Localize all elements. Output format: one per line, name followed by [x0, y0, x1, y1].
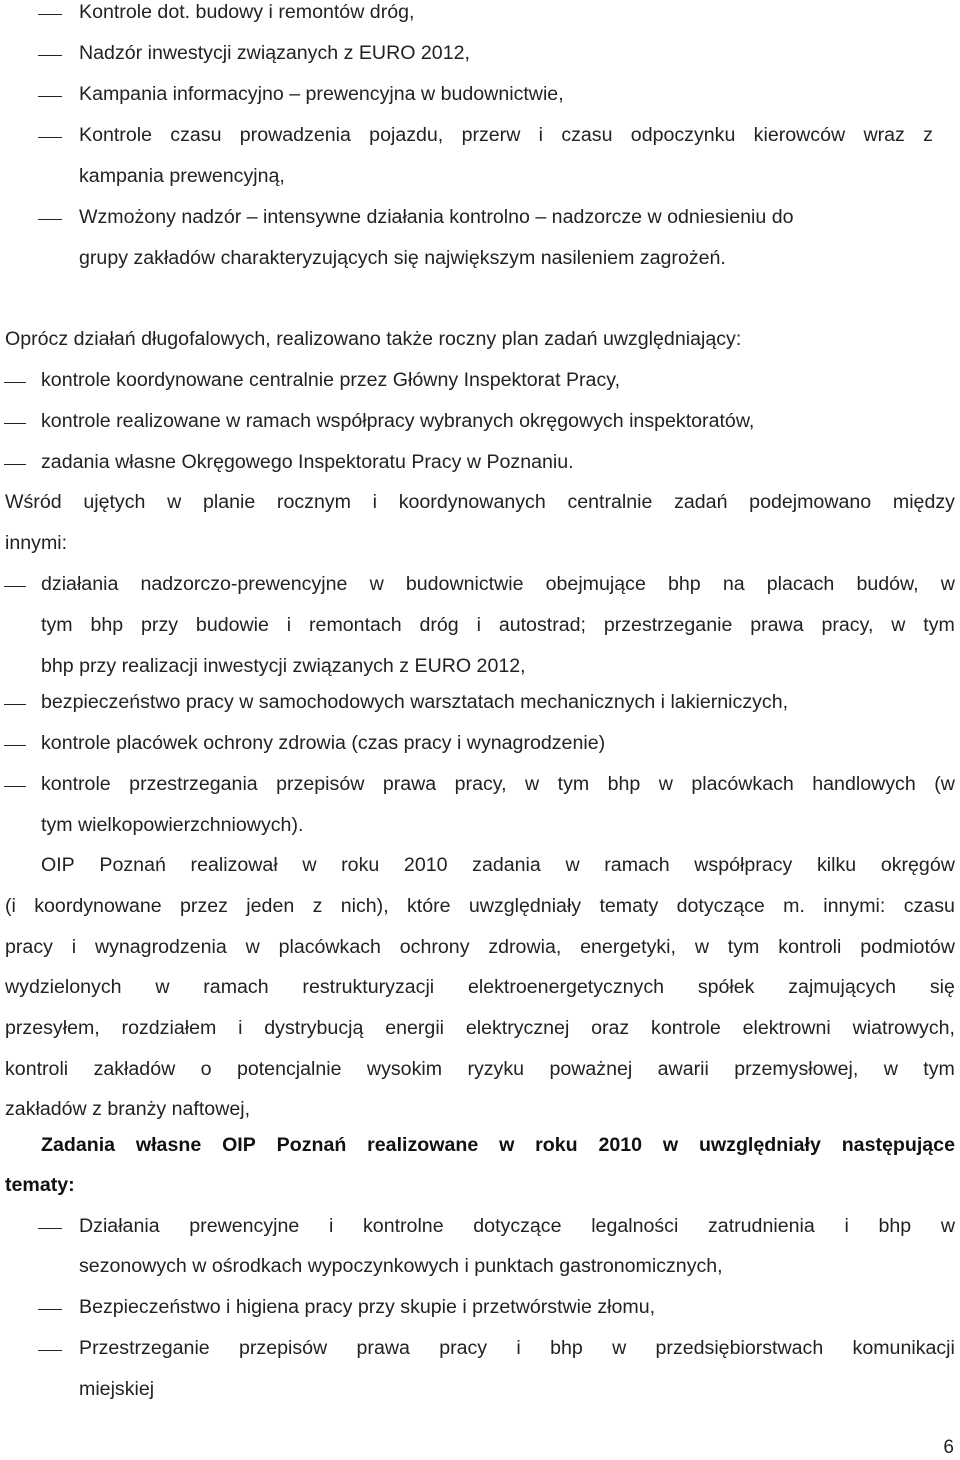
list-dash	[38, 14, 62, 15]
list-item-line: Przestrzeganie przepisów prawa pracy i bhp w przedsiębiorstwach komunikacji	[79, 1337, 955, 1359]
list-item-line: działania nadzorczo-prewencyjne w budownictwie obejmujące bhp na placach budów, w	[41, 573, 955, 595]
list-dash	[4, 786, 26, 787]
page-number: 6	[943, 1437, 954, 1458]
list-item-line: bhp przy realizacji inwestycji związanych z EURO 2012,	[41, 655, 526, 677]
list-item-line: Kontrole czasu prowadzenia pojazdu, przerw i czasu odpoczynku kierowców wraz z	[79, 124, 933, 146]
list-item-line: Bezpieczeństwo i higiena pracy przy skupie i przetwórstwie złomu,	[79, 1296, 656, 1318]
paragraph-line: (i koordynowane przez jeden z nich), które uwzględniały tematy dotyczące m. innymi: czasu	[5, 895, 955, 917]
list-dash	[38, 1309, 62, 1310]
list-item-line: kontrole realizowane w ramach współpracy wybranych okręgowych inspektoratów,	[41, 410, 755, 432]
list-dash	[38, 96, 62, 97]
list-dash	[4, 382, 26, 383]
list-item-line: Kampania informacyjno – prewencyjna w budownictwie,	[79, 83, 564, 105]
list-item-line: Kontrole dot. budowy i remontów dróg,	[79, 1, 415, 23]
paragraph-line: Wśród ujętych w planie rocznym i koordynowanych centralnie zadań podejmowano między	[5, 491, 955, 513]
list-item-line: grupy zakładów charakteryzujących się największym nasileniem zagrożeń.	[79, 247, 726, 269]
list-dash	[4, 704, 26, 705]
paragraph-line: Oprócz działań długofalowych, realizowano także roczny plan zadań uwzględniający:	[5, 328, 742, 350]
list-item-line: tym wielkopowierzchniowych).	[41, 814, 304, 836]
list-item-line: kontrole placówek ochrony zdrowia (czas pracy i wynagrodzenie)	[41, 732, 606, 754]
list-item-line: sezonowych w ośrodkach wypoczynkowych i punktach gastronomicznych,	[79, 1255, 723, 1277]
paragraph-line: wydzielonych w ramach restrukturyzacji elektroenergetycznych spółek zajmujących się	[5, 976, 955, 998]
paragraph-line: OIP Poznań realizował w roku 2010 zadania w ramach współpracy kilku okręgów	[41, 854, 955, 876]
list-item-line: Wzmożony nadzór – intensywne działania kontrolno – nadzorcze w odniesieniu do	[79, 206, 794, 228]
paragraph-line: innymi:	[5, 532, 68, 554]
list-item-line: Działania prewencyjne i kontrolne dotyczące legalności zatrudnienia i bhp w	[79, 1215, 955, 1237]
paragraph-line: pracy i wynagrodzenia w placówkach ochrony zdrowia, energetyki, w tym kontroli podmiotów	[5, 936, 955, 958]
list-item-line: kontrole przestrzegania przepisów prawa pracy, w tym bhp w placówkach handlowych (w	[41, 773, 955, 795]
list-item-line: Nadzór inwestycji związanych z EURO 2012,	[79, 42, 470, 64]
section-heading: Zadania własne OIP Poznań realizowane w roku 2010 w uwzględniały następujące	[41, 1134, 955, 1156]
list-dash	[4, 745, 26, 746]
list-item-line: zadania własne Okręgowego Inspektoratu Pracy w Poznaniu.	[41, 451, 574, 473]
list-item-line: bezpieczeństwo pracy w samochodowych warsztatach mechanicznych i lakierniczych,	[41, 691, 789, 713]
paragraph-line: przesyłem, rozdziałem i dystrybucją energii elektrycznej oraz kontrole elektrowni wiatrowych,	[5, 1017, 955, 1039]
list-dash	[38, 1228, 62, 1229]
list-item-line: miejskiej	[79, 1378, 155, 1400]
list-dash	[4, 464, 26, 465]
list-item-line: tym bhp przy budowie i remontach dróg i autostrad; przestrzeganie prawa pracy, w tym	[41, 614, 955, 636]
paragraph-line: kontroli zakładów o potencjalnie wysokim ryzyku poważnej awarii przemysłowej, w tym	[5, 1058, 955, 1080]
list-item-line: kontrole koordynowane centralnie przez Główny Inspektorat Pracy,	[41, 369, 621, 391]
list-dash	[38, 55, 62, 56]
list-dash	[38, 137, 62, 138]
list-dash	[38, 1350, 62, 1351]
list-item-line: kampania prewencyjną,	[79, 165, 285, 187]
paragraph-line: zakładów z branży naftowej,	[5, 1098, 251, 1120]
list-dash	[38, 219, 62, 220]
section-heading: tematy:	[5, 1174, 75, 1196]
list-dash	[4, 586, 26, 587]
list-dash	[4, 423, 26, 424]
